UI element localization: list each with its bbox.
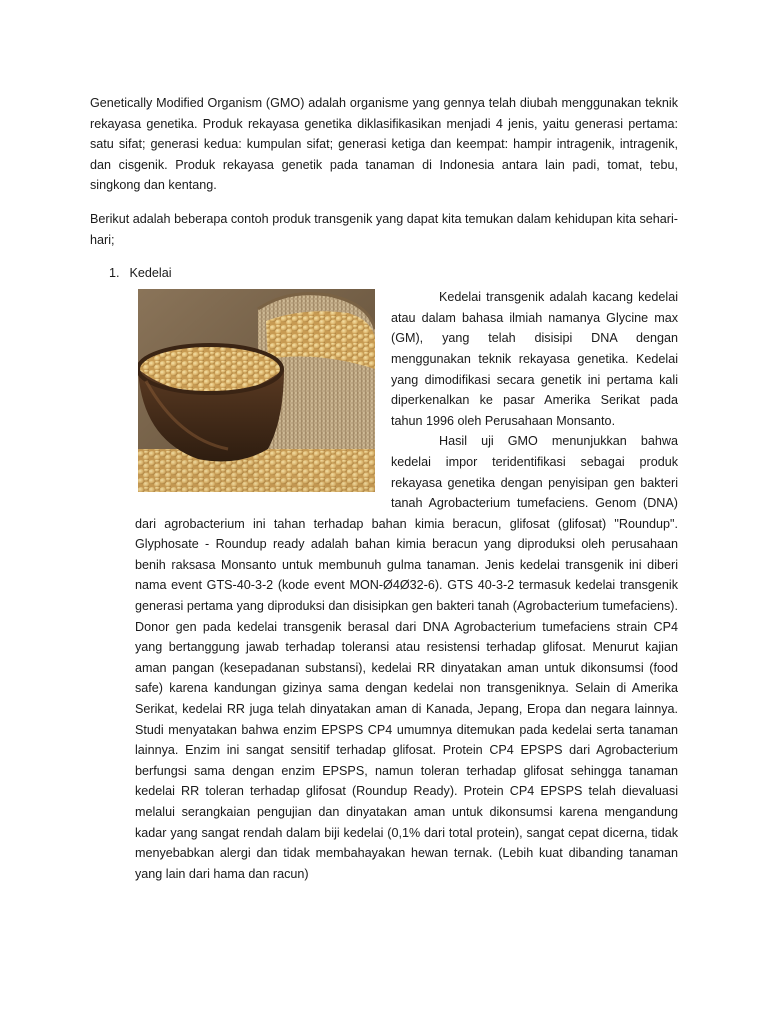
section-number: 1. — [109, 266, 120, 281]
section-para1: Kedelai transgenik adalah kacang kedelai atau dalam bahasa ilmiah namanya Glycine max (GM), yang telah disisipi DNA dengan menggunakan teknik rekayasa genetika. Kedelai yang dimodifikasi secara genetik ini pertama kali diperkenalkan ke pasar Amerika Serikat pada tahun 1996 oleh Perusahaan Monsanto. — [391, 290, 678, 428]
section-title: Kedelai — [129, 266, 172, 281]
soybean-image — [138, 289, 375, 492]
section-para2-body: dari agrobacterium ini tahan terhadap bahan kimia beracun, glifosat (glifosat) "Roundup". Glyphosate - Roundup ready adalah bahan kimia beracun yang diproduksi oleh perusahaan benih raksasa Monsanto untuk membunuh gulma tanaman. Jenis kedelai transgenik ini diberi nama event GTS-40-3-2 (kode event MON-Ø4Ø32-6). GTS 40-3-2 termasuk kedelai transgenik generasi pertama yang diproduksi dan disisipkan gen bakteri tanah (Agrobacterium tumefaciens). Donor gen pada kedelai transgenik berasal dari DNA Agrobacterium tumefaciens strain CP4 yang bertanggung jawab terhadap toleransi atau resistensi terhadap glifosat. Menurut kajian aman pangan (kesepadanan substansi), kedelai RR dinyatakan aman untuk dikonsumsi (food safe) karena kandungan gizinya sama dengan kedelai non transgeniknya. Selain di Amerika Serikat, kedelai RR juga telah dinyatakan aman di Kanada, Jepang, Eropa dan negara lainnya. Studi menyatakan bahwa enzim EPSPS CP4 umumnya ditemukan pada kedelai serta tanaman lainnya. Enzim ini sangat sensitif terhadap glifosat. Protein CP4 EPSPS dari Agrobacterium berfungsi sama dengan enzim EPSPS, namun toleran terhadap glifosat sehingga tanaman kedelai RR toleran terhadap glifosat (Roundup Ready). Protein CP4 EPSPS telah dievaluasi melalui serangkaian pengujian dan dinyatakan aman untuk dikonsumsi karena mengandung kadar yang sangat rendah dalam biji kedelai (0,1% dari total protein), sangat cepat dicerna, tidak menyebabkan alergi dan tidak membahayakan hewan ternak. (Lebih kuat dibanding tanaman yang lain dari hama dan racun) — [135, 516, 678, 881]
section-heading — [109, 263, 678, 287]
section-para2-wrap: Hasil uji GMO menunjukkan bahwa kedelai impor teridentifikasi sebagai produk rekayasa genetika dengan penyisipan gen bakteri tanah Agrobacterium tumefaciens. Genom (DNA) — [391, 434, 678, 511]
document-page — [90, 93, 678, 884]
intro-paragraph: Genetically Modified Organism (GMO) adalah organisme yang gennya telah diubah menggunakan teknik rekayasa genetika. Produk rekayasa genetika diklasifikasikan menjadi 4 jenis, yaitu generasi pertama: satu sifat; generasi kedua: kumpulan sifat; generasi ketiga dan keempat: hampir intragenik, intragenik, dan cisgenik. Produk rekayasa genetik pada tanaman di Indonesia antara lain padi, tomat, tebu, singkong dan kentang. — [90, 96, 678, 193]
lead-paragraph: Berikut adalah beberapa contoh produk transgenik yang dapat kita temukan dalam kehidupan kita sehari-hari; — [90, 211, 678, 247]
